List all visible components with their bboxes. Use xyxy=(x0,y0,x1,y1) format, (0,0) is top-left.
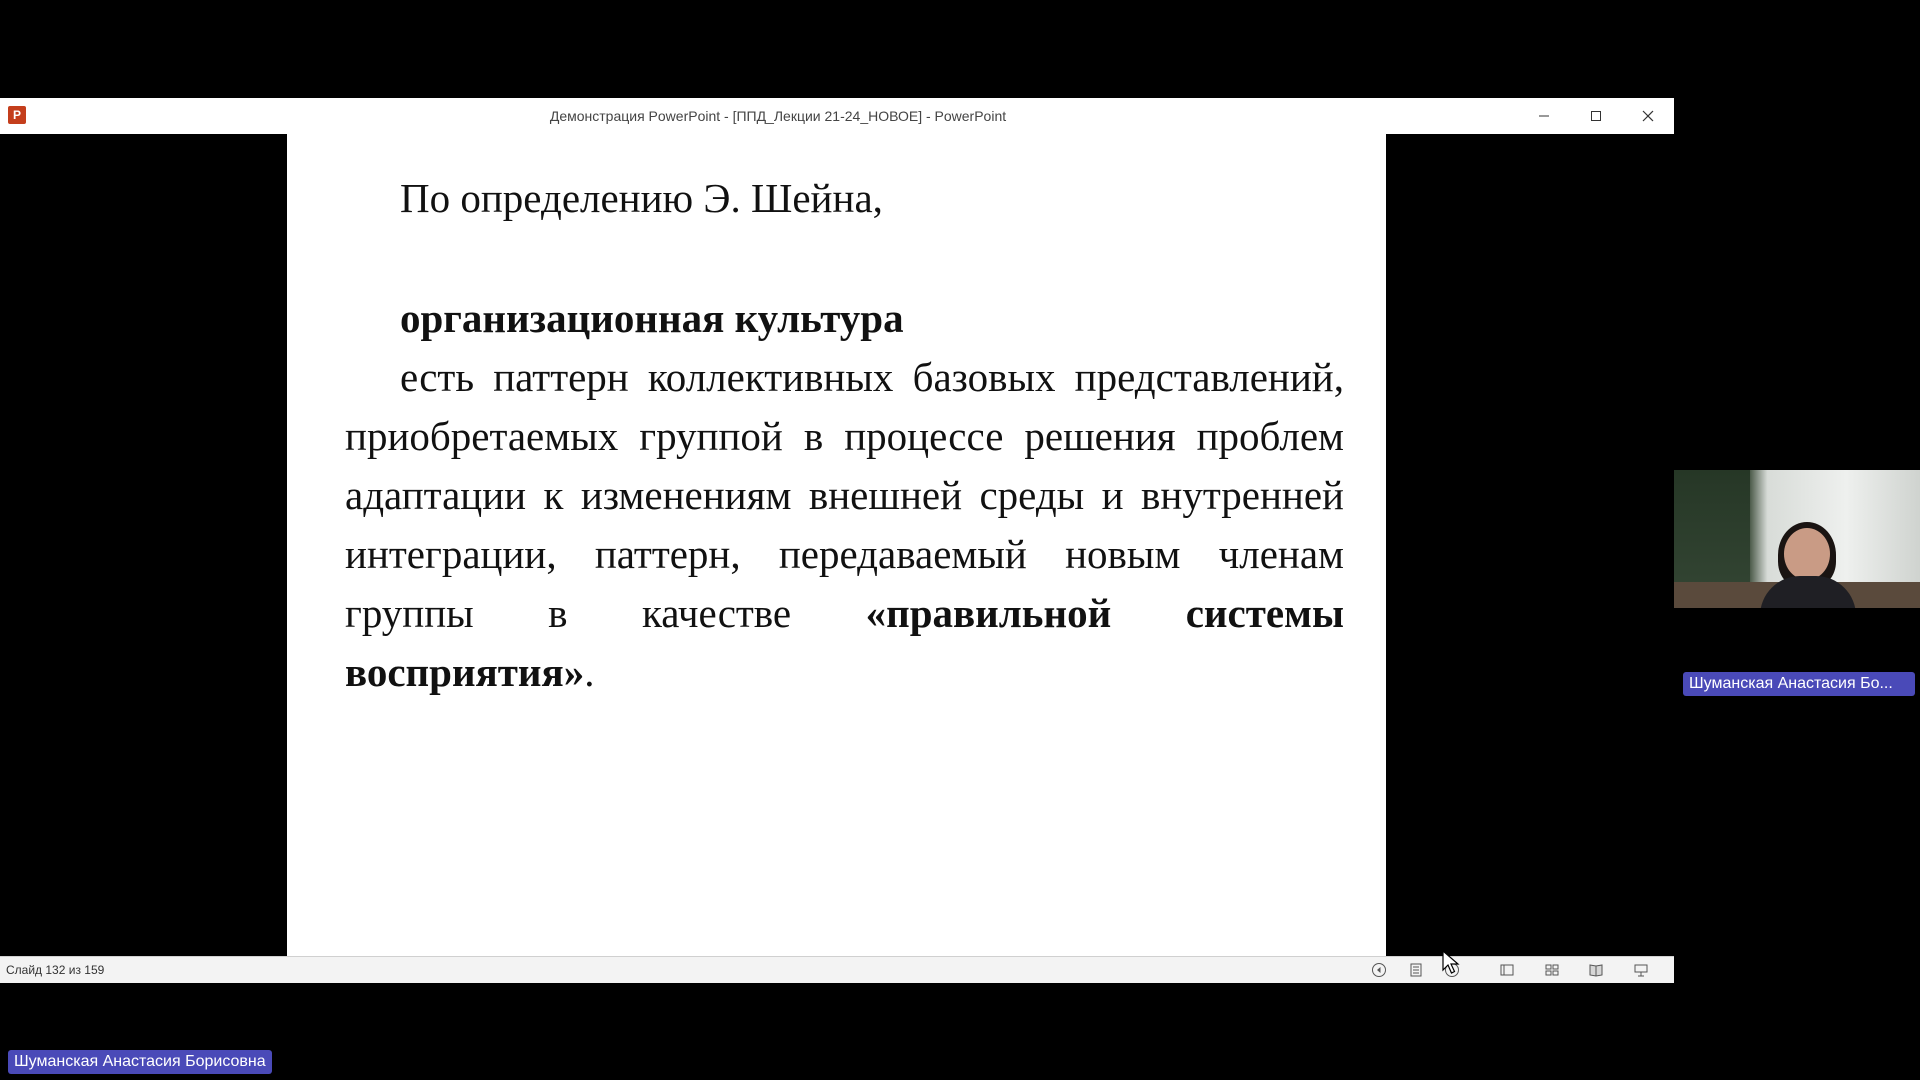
title-bar xyxy=(0,98,1674,135)
slideshow-button[interactable] xyxy=(1632,961,1650,979)
powerpoint-app-icon[interactable]: P xyxy=(8,106,26,124)
minimize-button[interactable] xyxy=(1518,98,1570,134)
slide-area xyxy=(0,134,1674,956)
slide-sorter-button[interactable] xyxy=(1543,961,1561,979)
slide[interactable] xyxy=(287,134,1386,956)
webcam-person-face xyxy=(1784,528,1830,580)
maximize-icon xyxy=(1590,110,1602,122)
presentation-icon xyxy=(1633,962,1649,978)
normal-view-icon xyxy=(1499,962,1515,978)
slide-definition-text xyxy=(345,348,1344,702)
definition-body: есть паттерн коллективных базовых представлений, приобретаемых группой в процессе решения проблем адаптации к изменениям внешней среды и внутренней интеграции, паттерн, передаваемый новым членам группы в качестве xyxy=(345,354,1344,636)
definition-end: . xyxy=(584,649,595,695)
slide-counter: Слайд 132 из 159 xyxy=(6,963,105,977)
previous-circle-icon xyxy=(1371,962,1387,978)
slide-intro-text: По определению Э. Шейна, xyxy=(400,175,883,221)
webcam-participant-name: Шуманская Анастасия Бо... xyxy=(1683,672,1915,696)
close-icon xyxy=(1642,110,1654,122)
minimize-icon xyxy=(1538,110,1550,122)
window-title: Демонстрация PowerPoint - [ППД_Лекции 21-24_НОВОЕ] - PowerPoint xyxy=(549,108,1007,124)
definition-bold-phrase: «правильной системы восприятия» xyxy=(345,590,1344,695)
reading-view-button[interactable] xyxy=(1587,961,1605,979)
book-icon xyxy=(1588,962,1604,978)
mouse-cursor-icon xyxy=(1442,950,1460,976)
previous-slide-button[interactable] xyxy=(1370,961,1388,979)
maximize-button[interactable] xyxy=(1570,98,1622,134)
close-button[interactable] xyxy=(1622,98,1674,134)
grid-icon xyxy=(1544,962,1560,978)
webcam-person-body xyxy=(1760,576,1856,608)
slide-term-heading: организационная культура xyxy=(400,295,904,341)
notes-icon xyxy=(1408,962,1424,978)
webcam-video[interactable] xyxy=(1674,470,1920,608)
speaker-name-tag: Шуманская Анастасия Борисовна xyxy=(8,1050,272,1074)
notes-button[interactable] xyxy=(1407,961,1425,979)
status-bar xyxy=(0,956,1674,983)
normal-view-button[interactable] xyxy=(1498,961,1516,979)
powerpoint-window xyxy=(0,98,1674,982)
